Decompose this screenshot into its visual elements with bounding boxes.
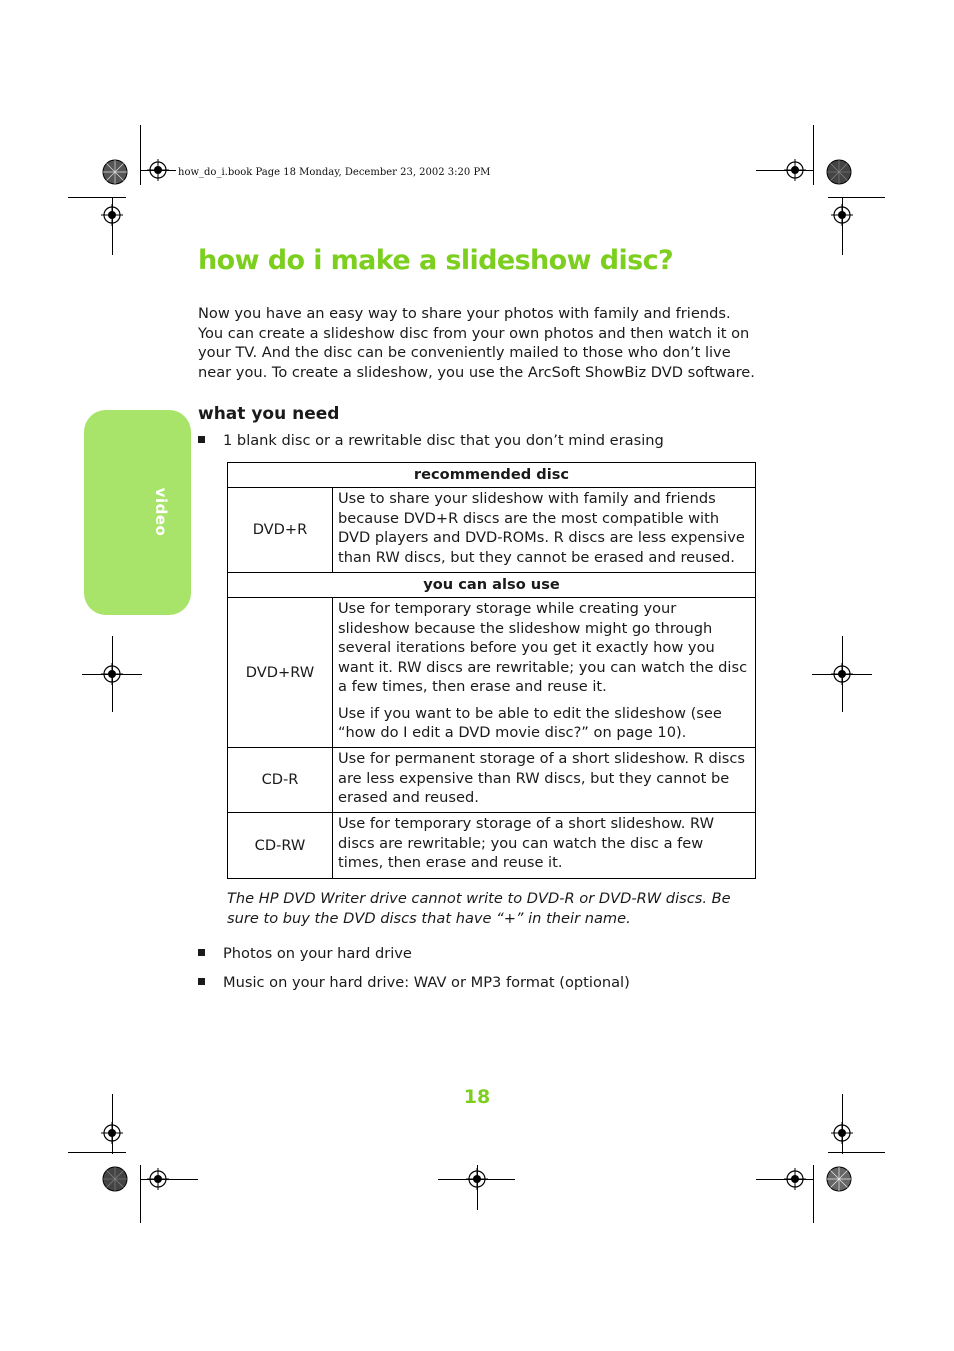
- side-tab-label: video: [152, 487, 170, 537]
- registration-mark-icon: [831, 1122, 853, 1144]
- registration-mark-icon: [147, 1168, 169, 1190]
- registration-mark-icon: [147, 159, 169, 181]
- registration-mark-icon: [831, 204, 853, 226]
- disc-description-cell: [333, 748, 756, 813]
- disc-description: Use for permanent storage of a short slideshow. R discs are less expensive than RW discs, but they cannot be erased and reused.: [338, 750, 746, 806]
- list-item: [198, 431, 664, 451]
- registration-mark-icon: [784, 159, 806, 181]
- table-row: [228, 488, 756, 573]
- note-text: The HP DVD Writer drive cannot write to DVD-R or DVD-RW discs. Be sure to buy the DVD discs that have “+” in their name.: [227, 890, 731, 927]
- list-item-text: Photos on your hard drive: [223, 945, 412, 962]
- color-rosette-icon: [826, 1166, 852, 1192]
- registration-mark-icon: [466, 1168, 488, 1190]
- disc-type-cell: DVD+R: [228, 488, 333, 573]
- disc-description: Use for temporary storage of a short slideshow. RW discs are rewritable; you can watch the disc a few times, then erase and reuse it.: [338, 815, 715, 871]
- table-header-recommended: recommended disc: [228, 463, 756, 488]
- table-header-also-use: you can also use: [228, 573, 756, 598]
- list-item: [198, 973, 630, 993]
- disc-description: Use for temporary storage while creating your slideshow because the slideshow might go through several iterations before you get it exactly how you want it. RW discs are rewritable; you can watch the disc a few times, then erase and reuse it.: [338, 600, 748, 695]
- list-item: [198, 944, 412, 964]
- disc-description: Use to share your slideshow with family and friends because DVD+R discs are the most compatible with DVD players and DVD-ROMs. R discs are less expensive than RW discs, but they cannot be erased and reused.: [338, 490, 745, 566]
- disc-description-cell: [333, 598, 756, 748]
- disc-type-cell: CD-RW: [228, 813, 333, 879]
- print-header-note: how_do_i.book Page 18 Monday, December 23, 2002 3:20 PM: [178, 167, 491, 178]
- page-title: how do i make a slideshow disc?: [198, 245, 674, 276]
- table-row: [228, 598, 756, 748]
- disc-description-cell: [333, 488, 756, 573]
- table-header-row: [228, 573, 756, 598]
- registration-mark-icon: [831, 663, 853, 685]
- section-heading: what you need: [198, 404, 340, 424]
- registration-mark-icon: [784, 1168, 806, 1190]
- bullet-square-icon: [198, 436, 205, 443]
- color-rosette-icon: [102, 159, 128, 185]
- bullet-square-icon: [198, 978, 205, 985]
- disc-table: [227, 462, 756, 879]
- page-number: 18: [463, 1086, 491, 1108]
- table-row: [228, 813, 756, 879]
- disc-type-cell: DVD+RW: [228, 598, 333, 748]
- bullet-square-icon: [198, 949, 205, 956]
- color-rosette-icon: [826, 159, 852, 185]
- intro-paragraph: Now you have an easy way to share your photos with family and friends. You can create a slideshow disc from your own photos and then watch it on your TV. And the disc can be conveniently mailed to those who don’t live near you. To create a slideshow, you use the ArcSoft ShowBiz DVD software.: [198, 305, 755, 381]
- color-rosette-icon: [102, 1166, 128, 1192]
- table-header-row: [228, 463, 756, 488]
- table-row: [228, 748, 756, 813]
- registration-mark-icon: [101, 1122, 123, 1144]
- list-item-text: 1 blank disc or a rewritable disc that you don’t mind erasing: [223, 432, 664, 449]
- section-side-tab: [84, 410, 191, 615]
- registration-mark-icon: [101, 204, 123, 226]
- registration-mark-icon: [101, 663, 123, 685]
- list-item-text: Music on your hard drive: WAV or MP3 format (optional): [223, 974, 630, 991]
- disc-description-extra: Use if you want to be able to edit the slideshow (see “how do I edit a DVD movie disc?” on page 10).: [338, 704, 722, 741]
- disc-description-cell: [333, 813, 756, 879]
- disc-type-cell: CD-R: [228, 748, 333, 813]
